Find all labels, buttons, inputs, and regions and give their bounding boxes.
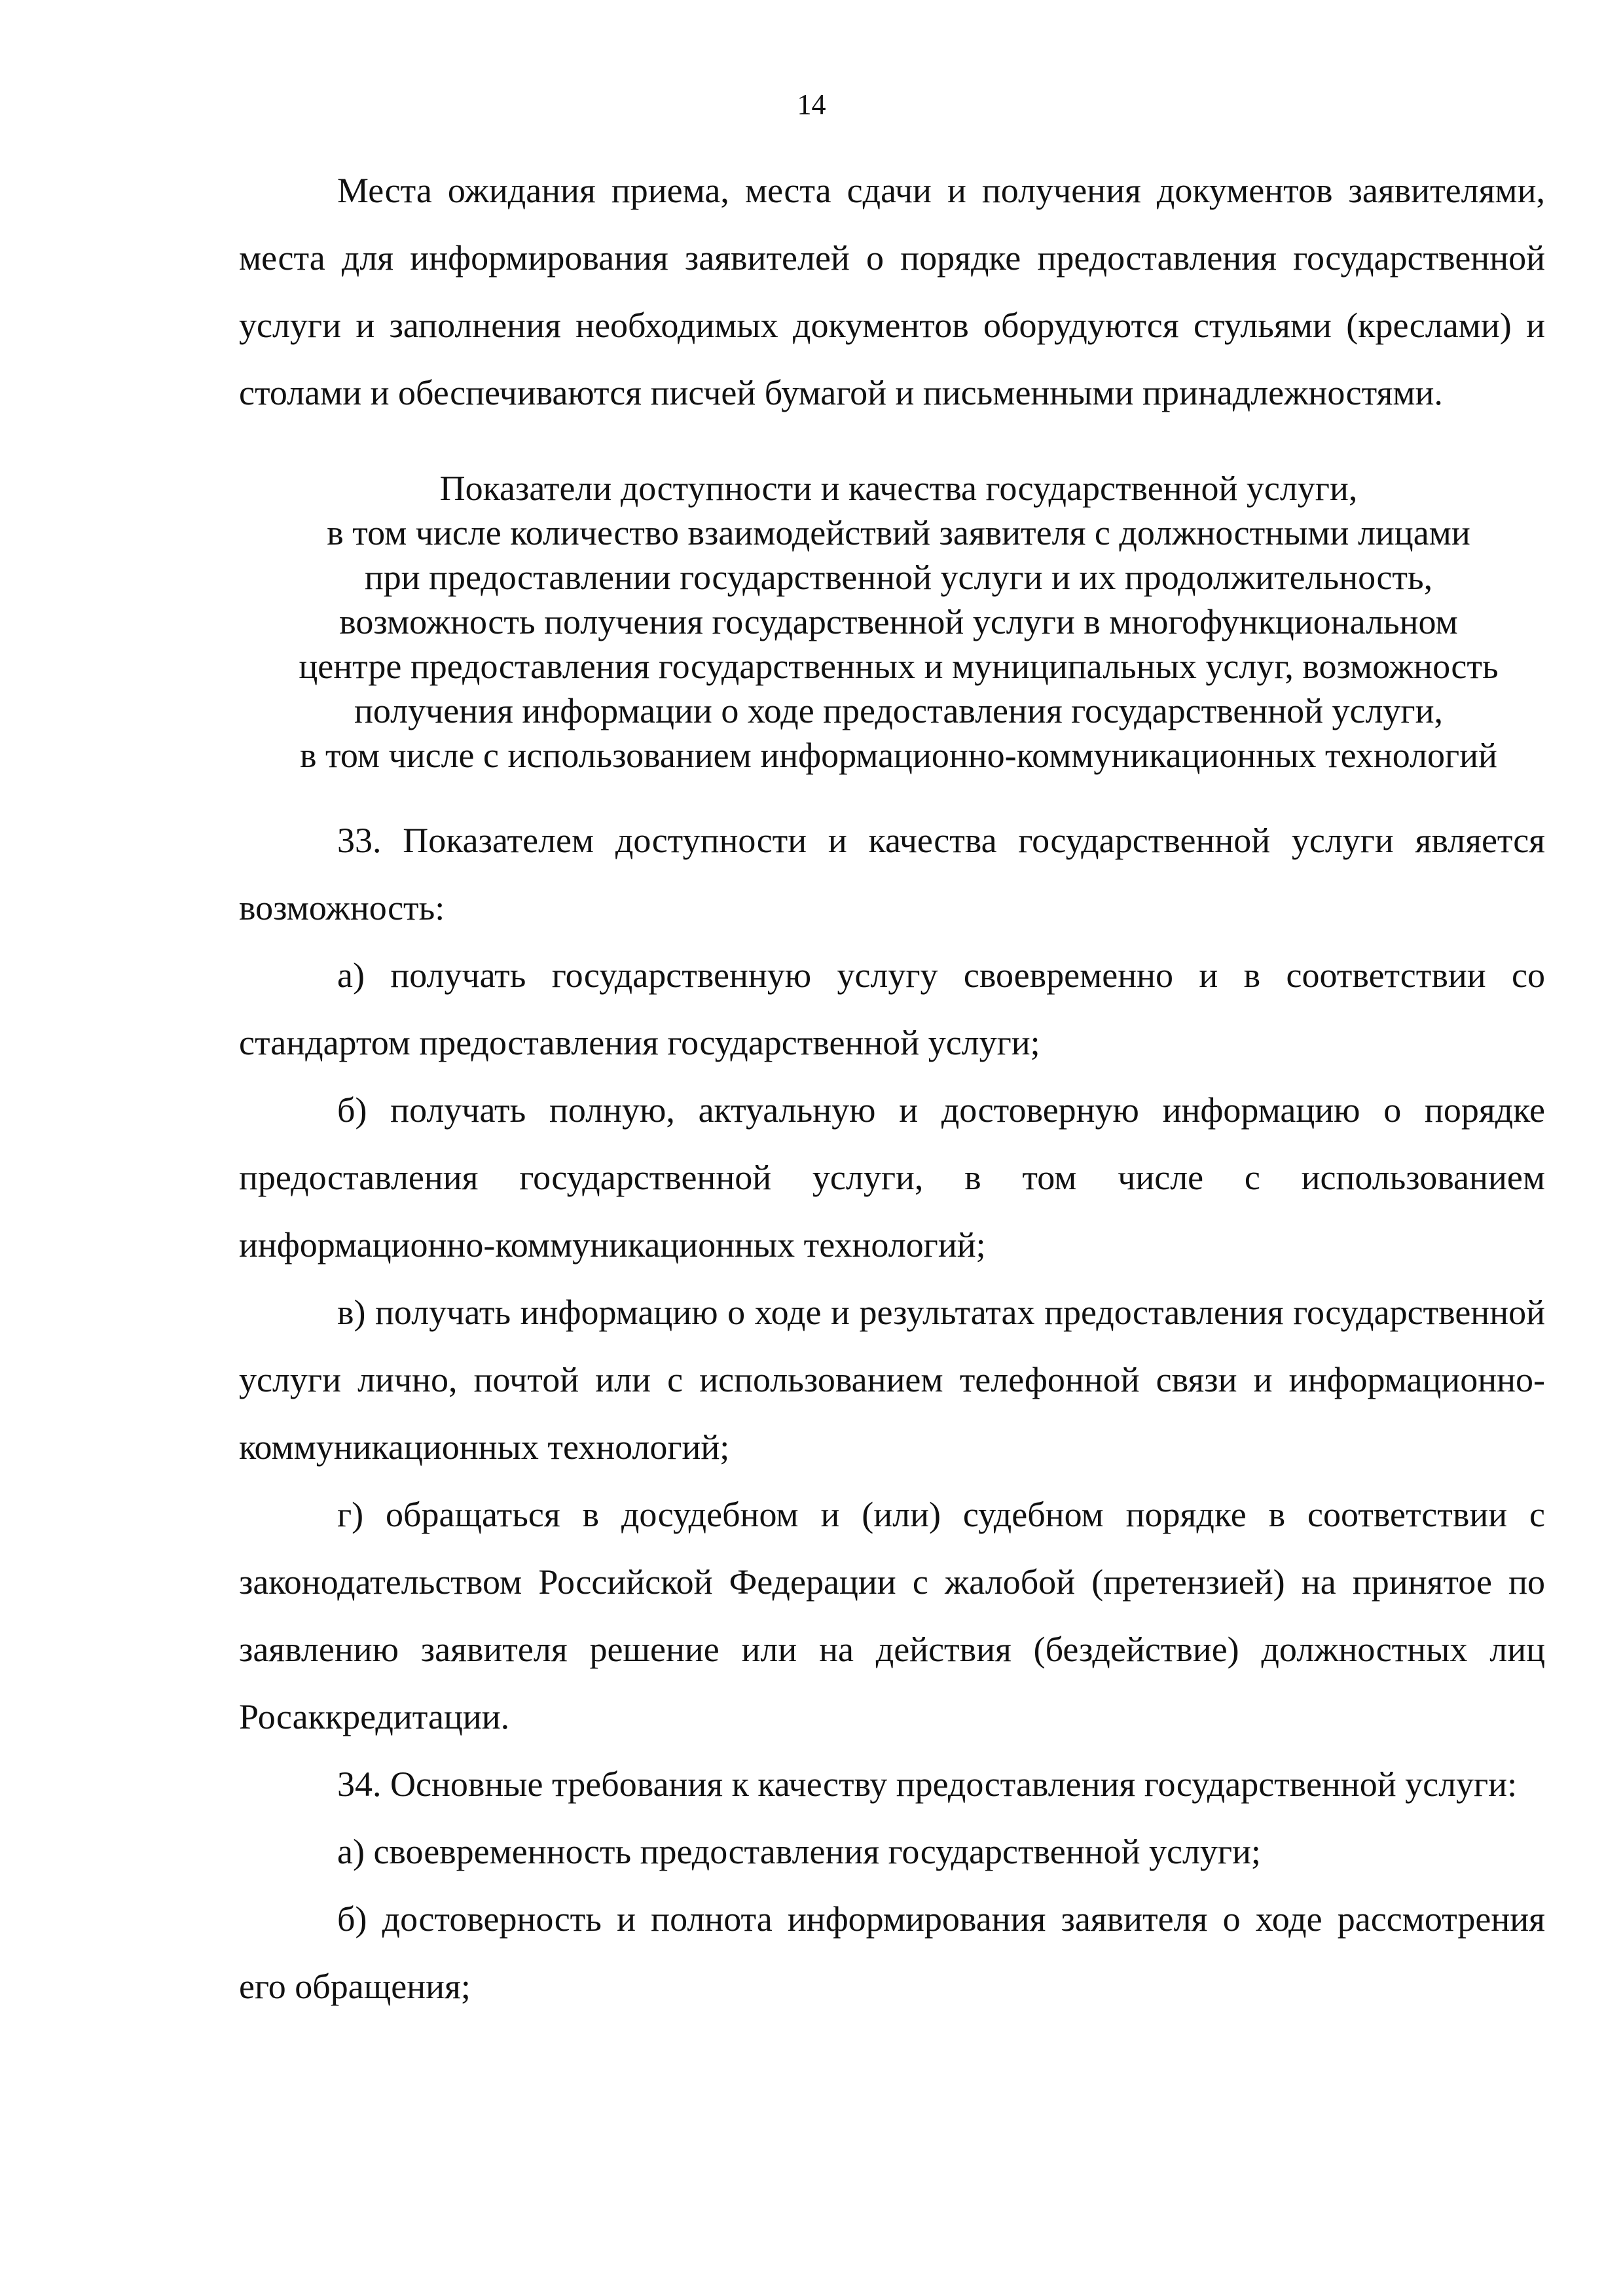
heading-line: при предоставлении государственной услуги и их продолжительность, (364, 558, 1433, 597)
clause-34-intro: 34. Основные требования к качеству предоставления государственной услуги: (337, 1765, 1518, 1804)
clause-33-item-b: б) получать полную, актуальную и достоверную информацию о порядке предоставления государственной услуги, в том числе с использованием информационно-коммуникационных технологий; (239, 1090, 1545, 1265)
clause-33-item-v: в) получать информацию о ходе и результатах предоставления государственной услуги лично, почтой или с использованием телефонной связи и информационно-коммуникационных технологий; (239, 1293, 1545, 1467)
page-number: 14 (797, 88, 826, 120)
section-heading (239, 466, 1545, 778)
intro-paragraph: Места ожидания приема, места сдачи и получения документов заявителями, места для информирования заявителей о порядке предоставления государственной услуги и заполнения необходимых документов оборудуются стульями (креслами) и столами и обеспечиваются писчей бумагой и письменными принадлежностями. (239, 171, 1545, 412)
heading-line: в том числе количество взаимодействий заявителя с должностными лицами (327, 513, 1470, 552)
clause-33-item-a: а) получать государственную услугу своевременно и в соответствии со стандартом предоставления государственной услуги; (239, 956, 1545, 1062)
clause-33-intro: 33. Показателем доступности и качества государственной услуги является возможность: (239, 821, 1545, 927)
clause-34-item-a: а) своевременность предоставления государственной услуги; (337, 1832, 1261, 1871)
document-body (239, 157, 1545, 2020)
clause-33-item-g: г) обращаться в досудебном и (или) судебном порядке в соответствии с законодательством Российской Федерации с жалобой (претензией) на принятое по заявлению заявителя решение или на действия (бездействие) должностных лиц Росаккредитации. (239, 1495, 1545, 1736)
heading-line: возможность получения государственной услуги в многофункциональном (339, 602, 1458, 641)
heading-line: центре предоставления государственных и муниципальных услуг, возможность (299, 647, 1499, 686)
clause-34-item-b: б) достоверность и полнота информирования заявителя о ходе рассмотрения его обращения; (239, 1899, 1545, 2006)
heading-line: получения информации о ходе предоставления государственной услуги, (354, 691, 1443, 730)
heading-line: в том числе с использованием информационно-коммуникационных технологий (300, 736, 1497, 775)
heading-line: Показатели доступности и качества государственной услуги, (439, 469, 1358, 508)
